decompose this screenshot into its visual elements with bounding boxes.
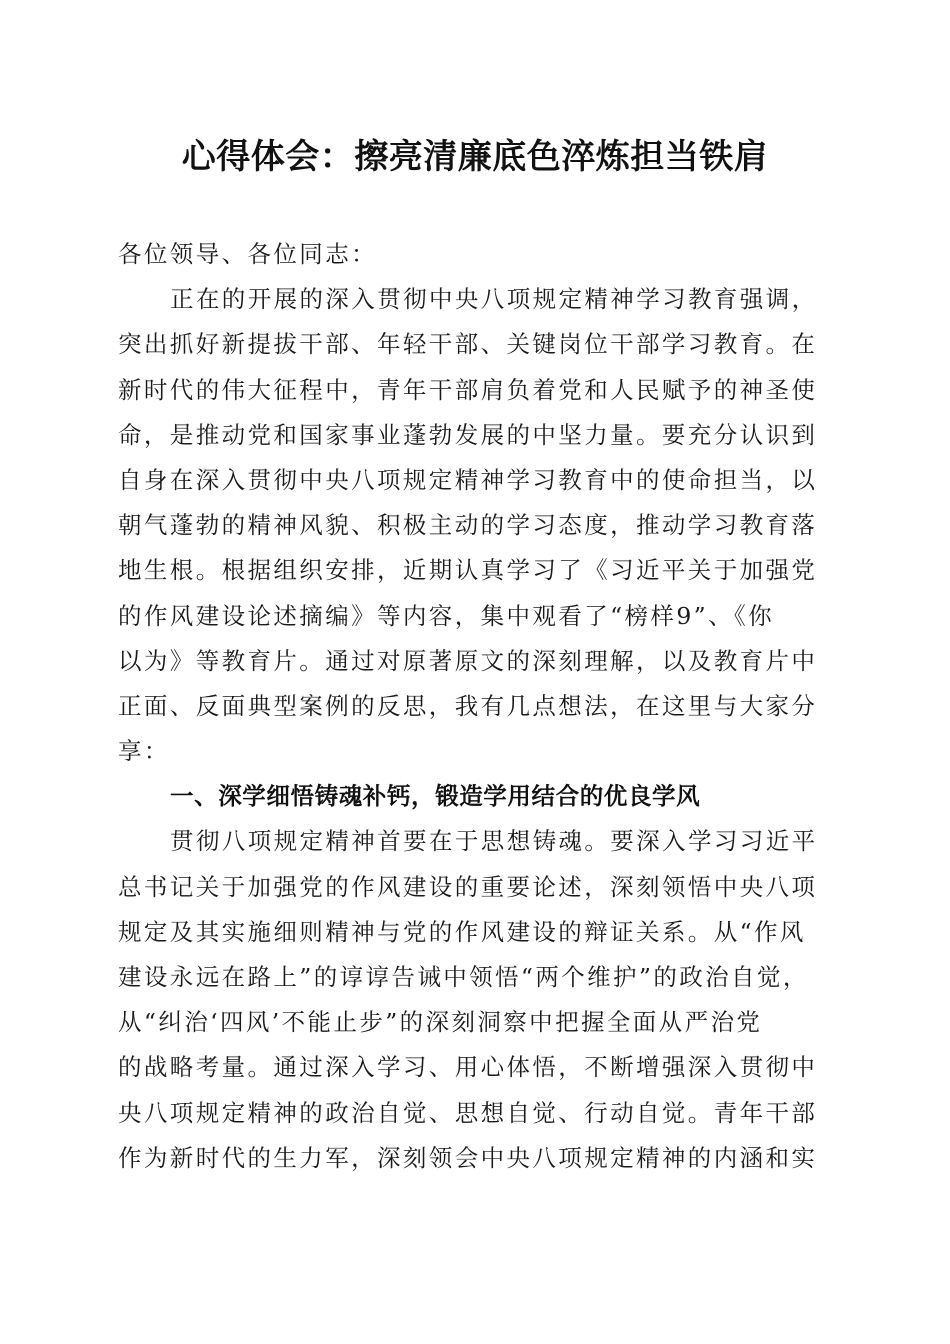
paragraph-line: 新时代的伟大征程中，青年干部肩负着党和人民赋予的神圣使: [118, 375, 818, 404]
paragraph-line: 规定及其实施细则精神与党的作风建设的辩证关系。从“作风: [118, 917, 806, 946]
salutation: 各位领导、各位同志：: [118, 240, 377, 268]
document-body: [118, 232, 838, 1181]
paragraph-line: 的战略考量。通过深入学习、用心体悟，不断增强深入贯彻中: [118, 1053, 818, 1082]
paragraph-line: 建设永远在路上”的谆谆告诫中领悟“两个维护”的政治自觉，: [118, 963, 809, 991]
paragraph-line: 正在的开展的深入贯彻中央八项规定精神学习教育强调，: [170, 285, 818, 314]
paragraph-line: 享：: [118, 737, 170, 766]
paragraph-line: 总书记关于加强党的作风建设的重要论述，深刻领悟中央八项: [118, 872, 818, 901]
paragraph-line: 自身在深入贯彻中央八项规定精神学习教育中的使命担当，以: [118, 465, 818, 494]
paragraph-line: 贯彻八项规定精神首要在于思想铸魂。要深入学习习近平: [170, 827, 818, 856]
paragraph-line: 命，是推动党和国家事业蓬勃发展的中坚力量。要充分认识到: [118, 420, 818, 449]
paragraph-line: 以为》等教育片。通过对原著原文的深刻理解，以及教育片中: [118, 646, 818, 675]
paragraph-line: 突出抓好新提拔干部、年轻干部、关键岗位干部学习教育。在: [118, 330, 818, 359]
paragraph-line: 朝气蓬勃的精神风貌、积极主动的学习态度，推动学习教育落: [118, 511, 818, 540]
paragraph-line: 作为新时代的生力军，深刻领会中央八项规定精神的内涵和实: [118, 1143, 818, 1172]
paragraph-line: 正面、反面典型案例的反思，我有几点想法，在这里与大家分: [118, 691, 818, 720]
paragraph-line: 央八项规定精神的政治自觉、思想自觉、行动自觉。青年干部: [118, 1098, 818, 1127]
paragraph-line: 的作风建设论述摘编》等内容，集中观看了“榜样9”、《你: [118, 601, 775, 630]
paragraph-line: 从“纠治‘四风’不能止步”的深刻洞察中把握全面从严治党: [118, 1008, 763, 1037]
section-heading: 一、深学细悟铸魂补钙，锻造学用结合的优良学风: [170, 782, 701, 811]
document-title: 心得体会：擦亮清廉底色淬炼担当铁肩: [181, 137, 769, 177]
paragraph-line: 地生根。根据组织安排，近期认真学习了《习近平关于加强党: [118, 556, 818, 585]
